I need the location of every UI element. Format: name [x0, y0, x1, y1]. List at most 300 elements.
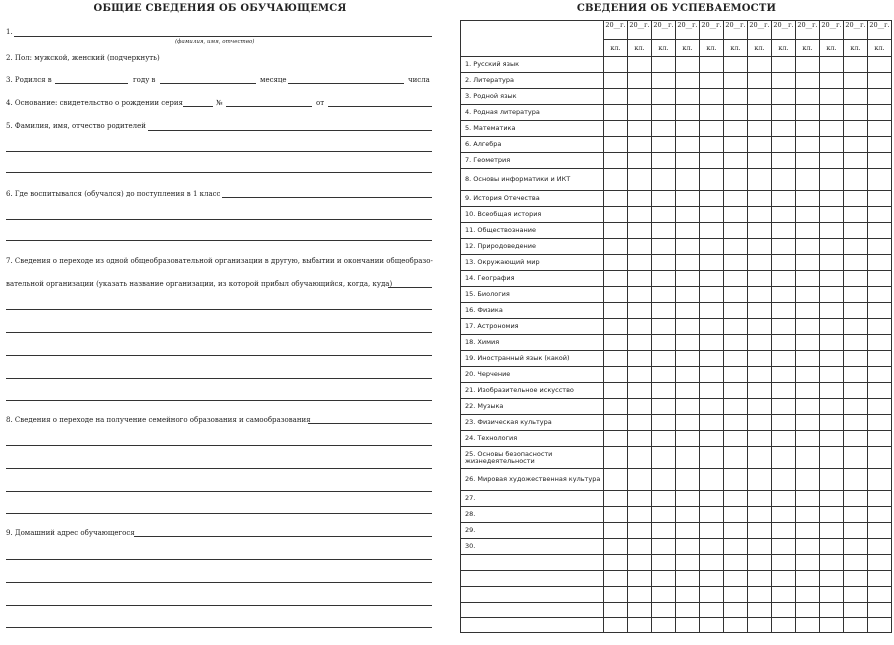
- grade-cell[interactable]: [700, 169, 724, 191]
- grade-cell[interactable]: [748, 335, 772, 351]
- class-header-cell[interactable]: кл.: [748, 40, 772, 57]
- grade-cell[interactable]: [772, 239, 796, 255]
- grade-cell[interactable]: [796, 367, 820, 383]
- grade-cell[interactable]: [820, 223, 844, 239]
- grade-cell[interactable]: [772, 287, 796, 303]
- grade-cell[interactable]: [724, 351, 748, 367]
- grade-cell[interactable]: [700, 73, 724, 89]
- grade-cell[interactable]: [772, 539, 796, 555]
- grade-cell[interactable]: [604, 207, 628, 223]
- grade-cell[interactable]: [796, 539, 820, 555]
- grade-cell[interactable]: [724, 239, 748, 255]
- grade-cell[interactable]: [844, 287, 868, 303]
- grade-cell[interactable]: [796, 271, 820, 287]
- grade-cell[interactable]: [772, 603, 796, 618]
- grade-cell[interactable]: [676, 431, 700, 447]
- grade-cell[interactable]: [652, 571, 676, 587]
- grade-cell[interactable]: [868, 105, 892, 121]
- grade-cell[interactable]: [820, 89, 844, 105]
- year-header-cell[interactable]: 20__г.: [724, 21, 748, 40]
- grade-cell[interactable]: [628, 105, 652, 121]
- grade-cell[interactable]: [868, 255, 892, 271]
- parents-line-3[interactable]: [6, 172, 432, 173]
- grade-cell[interactable]: [652, 603, 676, 618]
- grade-cell[interactable]: [796, 223, 820, 239]
- grade-cell[interactable]: [724, 523, 748, 539]
- grade-cell[interactable]: [700, 491, 724, 507]
- grade-cell[interactable]: [820, 137, 844, 153]
- grade-cell[interactable]: [868, 367, 892, 383]
- grade-cell[interactable]: [844, 105, 868, 121]
- family-education-line-3[interactable]: [6, 468, 432, 469]
- grade-cell[interactable]: [628, 319, 652, 335]
- year-header-cell[interactable]: 20__г.: [652, 21, 676, 40]
- grade-cell[interactable]: [844, 271, 868, 287]
- grade-cell[interactable]: [844, 89, 868, 105]
- grade-cell[interactable]: [748, 223, 772, 239]
- grade-cell[interactable]: [604, 271, 628, 287]
- grade-cell[interactable]: [868, 523, 892, 539]
- birth-month-line[interactable]: [160, 83, 256, 84]
- grade-cell[interactable]: [772, 555, 796, 571]
- grade-cell[interactable]: [868, 121, 892, 137]
- grade-cell[interactable]: [748, 383, 772, 399]
- grade-cell[interactable]: [844, 399, 868, 415]
- grade-cell[interactable]: [868, 539, 892, 555]
- grade-cell[interactable]: [652, 121, 676, 137]
- grade-cell[interactable]: [772, 447, 796, 469]
- grade-cell[interactable]: [748, 169, 772, 191]
- grade-cell[interactable]: [628, 89, 652, 105]
- grade-cell[interactable]: [724, 367, 748, 383]
- grade-cell[interactable]: [748, 351, 772, 367]
- grade-cell[interactable]: [868, 603, 892, 618]
- grade-cell[interactable]: [628, 555, 652, 571]
- grade-cell[interactable]: [772, 587, 796, 603]
- grade-cell[interactable]: [844, 351, 868, 367]
- year-header-cell[interactable]: 20__г.: [676, 21, 700, 40]
- grade-cell[interactable]: [820, 587, 844, 603]
- grade-cell[interactable]: [676, 255, 700, 271]
- grade-cell[interactable]: [844, 618, 868, 633]
- grade-cell[interactable]: [604, 523, 628, 539]
- certificate-number-line[interactable]: [226, 106, 312, 107]
- grade-cell[interactable]: [796, 469, 820, 491]
- grade-cell[interactable]: [652, 587, 676, 603]
- grade-cell[interactable]: [628, 255, 652, 271]
- grade-cell[interactable]: [772, 271, 796, 287]
- grade-cell[interactable]: [820, 447, 844, 469]
- grade-cell[interactable]: [628, 415, 652, 431]
- grade-cell[interactable]: [844, 153, 868, 169]
- grade-cell[interactable]: [724, 121, 748, 137]
- grade-cell[interactable]: [820, 469, 844, 491]
- grade-cell[interactable]: [748, 271, 772, 287]
- grade-cell[interactable]: [724, 469, 748, 491]
- grade-cell[interactable]: [748, 415, 772, 431]
- grade-cell[interactable]: [796, 587, 820, 603]
- grade-cell[interactable]: [820, 431, 844, 447]
- grade-cell[interactable]: [628, 73, 652, 89]
- grade-cell[interactable]: [604, 73, 628, 89]
- grade-cell[interactable]: [868, 319, 892, 335]
- grade-cell[interactable]: [676, 153, 700, 169]
- grade-cell[interactable]: [700, 587, 724, 603]
- class-header-cell[interactable]: кл.: [868, 40, 892, 57]
- grade-cell[interactable]: [652, 523, 676, 539]
- grade-cell[interactable]: [676, 587, 700, 603]
- parents-line-2[interactable]: [6, 151, 432, 152]
- grade-cell[interactable]: [820, 539, 844, 555]
- grade-cell[interactable]: [628, 491, 652, 507]
- grade-cell[interactable]: [676, 539, 700, 555]
- grade-cell[interactable]: [604, 121, 628, 137]
- grade-cell[interactable]: [868, 335, 892, 351]
- grade-cell[interactable]: [628, 367, 652, 383]
- grade-cell[interactable]: [676, 169, 700, 191]
- grade-cell[interactable]: [844, 57, 868, 73]
- grade-cell[interactable]: [772, 431, 796, 447]
- grade-cell[interactable]: [724, 169, 748, 191]
- grade-cell[interactable]: [724, 507, 748, 523]
- grade-cell[interactable]: [868, 431, 892, 447]
- grade-cell[interactable]: [820, 491, 844, 507]
- grade-cell[interactable]: [748, 239, 772, 255]
- grade-cell[interactable]: [820, 57, 844, 73]
- grade-cell[interactable]: [724, 415, 748, 431]
- grade-cell[interactable]: [652, 447, 676, 469]
- grade-cell[interactable]: [820, 367, 844, 383]
- class-header-cell[interactable]: кл.: [628, 40, 652, 57]
- grade-cell[interactable]: [724, 153, 748, 169]
- grade-cell[interactable]: [628, 223, 652, 239]
- grade-cell[interactable]: [604, 367, 628, 383]
- grade-cell[interactable]: [628, 383, 652, 399]
- grade-cell[interactable]: [724, 255, 748, 271]
- grade-cell[interactable]: [796, 89, 820, 105]
- grade-cell[interactable]: [652, 169, 676, 191]
- class-header-cell[interactable]: кл.: [796, 40, 820, 57]
- grade-cell[interactable]: [724, 191, 748, 207]
- grade-cell[interactable]: [844, 507, 868, 523]
- class-header-cell[interactable]: кл.: [820, 40, 844, 57]
- grade-cell[interactable]: [748, 367, 772, 383]
- grade-cell[interactable]: [748, 319, 772, 335]
- grade-cell[interactable]: [796, 191, 820, 207]
- grade-cell[interactable]: [772, 73, 796, 89]
- grade-cell[interactable]: [676, 191, 700, 207]
- grade-cell[interactable]: [604, 603, 628, 618]
- grade-cell[interactable]: [652, 303, 676, 319]
- grade-cell[interactable]: [700, 415, 724, 431]
- grade-cell[interactable]: [652, 335, 676, 351]
- grade-cell[interactable]: [652, 507, 676, 523]
- grade-cell[interactable]: [724, 319, 748, 335]
- grade-cell[interactable]: [628, 207, 652, 223]
- grade-cell[interactable]: [772, 191, 796, 207]
- grade-cell[interactable]: [628, 431, 652, 447]
- grade-cell[interactable]: [724, 223, 748, 239]
- address-line-2[interactable]: [6, 559, 432, 560]
- grade-cell[interactable]: [796, 507, 820, 523]
- grade-cell[interactable]: [676, 447, 700, 469]
- grade-cell[interactable]: [796, 618, 820, 633]
- grade-cell[interactable]: [604, 287, 628, 303]
- grade-cell[interactable]: [604, 399, 628, 415]
- family-education-line-2[interactable]: [6, 445, 432, 446]
- grade-cell[interactable]: [652, 539, 676, 555]
- grade-cell[interactable]: [820, 121, 844, 137]
- grade-cell[interactable]: [700, 383, 724, 399]
- grade-cell[interactable]: [628, 447, 652, 469]
- grade-cell[interactable]: [868, 491, 892, 507]
- grade-cell[interactable]: [844, 447, 868, 469]
- grade-cell[interactable]: [628, 287, 652, 303]
- grade-cell[interactable]: [868, 507, 892, 523]
- grade-cell[interactable]: [868, 555, 892, 571]
- grade-cell[interactable]: [724, 303, 748, 319]
- grade-cell[interactable]: [844, 571, 868, 587]
- grade-cell[interactable]: [652, 105, 676, 121]
- grade-cell[interactable]: [796, 57, 820, 73]
- transfer-line-2[interactable]: [6, 309, 432, 310]
- grade-cell[interactable]: [676, 603, 700, 618]
- grade-cell[interactable]: [868, 169, 892, 191]
- family-education-line-4[interactable]: [6, 491, 432, 492]
- grade-cell[interactable]: [676, 137, 700, 153]
- grade-cell[interactable]: [700, 469, 724, 491]
- grade-cell[interactable]: [676, 239, 700, 255]
- grade-cell[interactable]: [700, 239, 724, 255]
- grade-cell[interactable]: [844, 415, 868, 431]
- grade-cell[interactable]: [700, 271, 724, 287]
- grade-cell[interactable]: [604, 469, 628, 491]
- grade-cell[interactable]: [628, 351, 652, 367]
- parents-line-1[interactable]: [148, 130, 432, 131]
- grade-cell[interactable]: [628, 169, 652, 191]
- grade-cell[interactable]: [700, 447, 724, 469]
- grade-cell[interactable]: [724, 73, 748, 89]
- grade-cell[interactable]: [748, 399, 772, 415]
- grade-cell[interactable]: [676, 351, 700, 367]
- grade-cell[interactable]: [604, 303, 628, 319]
- grade-cell[interactable]: [820, 169, 844, 191]
- grade-cell[interactable]: [652, 319, 676, 335]
- grade-cell[interactable]: [796, 153, 820, 169]
- grade-cell[interactable]: [820, 207, 844, 223]
- grade-cell[interactable]: [676, 383, 700, 399]
- year-header-cell[interactable]: 20__г.: [796, 21, 820, 40]
- transfer-line-3[interactable]: [6, 332, 432, 333]
- grade-cell[interactable]: [796, 383, 820, 399]
- grade-cell[interactable]: [796, 255, 820, 271]
- grade-cell[interactable]: [844, 539, 868, 555]
- address-line-3[interactable]: [6, 582, 432, 583]
- grade-cell[interactable]: [796, 319, 820, 335]
- grade-cell[interactable]: [748, 469, 772, 491]
- grade-cell[interactable]: [652, 207, 676, 223]
- grade-cell[interactable]: [820, 271, 844, 287]
- grade-cell[interactable]: [604, 153, 628, 169]
- grade-cell[interactable]: [724, 491, 748, 507]
- grade-cell[interactable]: [868, 223, 892, 239]
- grade-cell[interactable]: [676, 57, 700, 73]
- grade-cell[interactable]: [844, 121, 868, 137]
- grade-cell[interactable]: [820, 415, 844, 431]
- grade-cell[interactable]: [652, 57, 676, 73]
- grade-cell[interactable]: [748, 121, 772, 137]
- grade-cell[interactable]: [820, 255, 844, 271]
- grade-cell[interactable]: [772, 153, 796, 169]
- grade-cell[interactable]: [772, 335, 796, 351]
- grade-cell[interactable]: [868, 618, 892, 633]
- grade-cell[interactable]: [700, 287, 724, 303]
- grade-cell[interactable]: [748, 89, 772, 105]
- grade-cell[interactable]: [844, 491, 868, 507]
- grade-cell[interactable]: [844, 73, 868, 89]
- grade-cell[interactable]: [772, 491, 796, 507]
- grade-cell[interactable]: [652, 73, 676, 89]
- grade-cell[interactable]: [604, 431, 628, 447]
- grade-cell[interactable]: [772, 319, 796, 335]
- grade-cell[interactable]: [868, 351, 892, 367]
- grade-cell[interactable]: [796, 555, 820, 571]
- grade-cell[interactable]: [868, 469, 892, 491]
- grade-cell[interactable]: [604, 255, 628, 271]
- grade-cell[interactable]: [868, 271, 892, 287]
- grade-cell[interactable]: [676, 507, 700, 523]
- address-line-1[interactable]: [134, 536, 432, 537]
- grade-cell[interactable]: [844, 367, 868, 383]
- grade-cell[interactable]: [748, 603, 772, 618]
- grade-cell[interactable]: [844, 587, 868, 603]
- address-line-4[interactable]: [6, 605, 432, 606]
- grade-cell[interactable]: [604, 223, 628, 239]
- grade-cell[interactable]: [676, 491, 700, 507]
- grade-cell[interactable]: [700, 137, 724, 153]
- grade-cell[interactable]: [604, 491, 628, 507]
- preschool-line-2[interactable]: [6, 219, 432, 220]
- grade-cell[interactable]: [724, 447, 748, 469]
- grade-cell[interactable]: [700, 539, 724, 555]
- grade-cell[interactable]: [868, 587, 892, 603]
- family-education-line-5[interactable]: [6, 513, 432, 514]
- grade-cell[interactable]: [700, 57, 724, 73]
- grade-cell[interactable]: [700, 555, 724, 571]
- grade-cell[interactable]: [700, 571, 724, 587]
- grade-cell[interactable]: [772, 469, 796, 491]
- grade-cell[interactable]: [652, 367, 676, 383]
- grade-cell[interactable]: [820, 603, 844, 618]
- grade-cell[interactable]: [772, 367, 796, 383]
- grade-cell[interactable]: [604, 555, 628, 571]
- grade-cell[interactable]: [748, 491, 772, 507]
- grade-cell[interactable]: [868, 137, 892, 153]
- grade-cell[interactable]: [844, 555, 868, 571]
- grade-cell[interactable]: [868, 287, 892, 303]
- grade-cell[interactable]: [724, 399, 748, 415]
- grade-cell[interactable]: [700, 89, 724, 105]
- class-header-cell[interactable]: кл.: [604, 40, 628, 57]
- grade-cell[interactable]: [748, 507, 772, 523]
- grade-cell[interactable]: [844, 169, 868, 191]
- grade-cell[interactable]: [868, 239, 892, 255]
- grade-cell[interactable]: [796, 287, 820, 303]
- grade-cell[interactable]: [748, 105, 772, 121]
- grade-cell[interactable]: [772, 303, 796, 319]
- grade-cell[interactable]: [868, 191, 892, 207]
- grade-cell[interactable]: [700, 105, 724, 121]
- class-header-cell[interactable]: кл.: [772, 40, 796, 57]
- grade-cell[interactable]: [724, 207, 748, 223]
- grade-cell[interactable]: [724, 335, 748, 351]
- grade-cell[interactable]: [796, 105, 820, 121]
- grade-cell[interactable]: [772, 89, 796, 105]
- year-header-cell[interactable]: 20__г.: [700, 21, 724, 40]
- grade-cell[interactable]: [652, 618, 676, 633]
- grade-cell[interactable]: [868, 207, 892, 223]
- grade-cell[interactable]: [652, 137, 676, 153]
- grade-cell[interactable]: [676, 618, 700, 633]
- grade-cell[interactable]: [676, 105, 700, 121]
- year-header-cell[interactable]: 20__г.: [628, 21, 652, 40]
- grade-cell[interactable]: [628, 303, 652, 319]
- grade-cell[interactable]: [820, 555, 844, 571]
- grade-cell[interactable]: [652, 415, 676, 431]
- class-header-cell[interactable]: кл.: [652, 40, 676, 57]
- grade-cell[interactable]: [772, 169, 796, 191]
- grade-cell[interactable]: [748, 73, 772, 89]
- year-header-cell[interactable]: 20__г.: [772, 21, 796, 40]
- grade-cell[interactable]: [748, 523, 772, 539]
- grade-cell[interactable]: [844, 523, 868, 539]
- grade-cell[interactable]: [676, 319, 700, 335]
- transfer-line-5[interactable]: [6, 378, 432, 379]
- grade-cell[interactable]: [844, 137, 868, 153]
- grade-cell[interactable]: [604, 447, 628, 469]
- grade-cell[interactable]: [772, 507, 796, 523]
- grade-cell[interactable]: [652, 89, 676, 105]
- grade-cell[interactable]: [652, 153, 676, 169]
- birth-day-line[interactable]: [288, 83, 404, 84]
- grade-cell[interactable]: [604, 587, 628, 603]
- grade-cell[interactable]: [676, 271, 700, 287]
- grade-cell[interactable]: [724, 271, 748, 287]
- grade-cell[interactable]: [604, 169, 628, 191]
- grade-cell[interactable]: [604, 351, 628, 367]
- grade-cell[interactable]: [652, 383, 676, 399]
- grade-cell[interactable]: [820, 319, 844, 335]
- grade-cell[interactable]: [844, 383, 868, 399]
- grade-cell[interactable]: [772, 57, 796, 73]
- grade-cell[interactable]: [676, 399, 700, 415]
- grade-cell[interactable]: [820, 523, 844, 539]
- grade-cell[interactable]: [844, 207, 868, 223]
- grade-cell[interactable]: [772, 121, 796, 137]
- preschool-line-1[interactable]: [222, 197, 432, 198]
- grade-cell[interactable]: [700, 367, 724, 383]
- grade-cell[interactable]: [628, 153, 652, 169]
- grade-cell[interactable]: [748, 571, 772, 587]
- grade-cell[interactable]: [868, 399, 892, 415]
- grade-cell[interactable]: [652, 255, 676, 271]
- grade-cell[interactable]: [748, 191, 772, 207]
- grade-cell[interactable]: [652, 469, 676, 491]
- grade-cell[interactable]: [652, 399, 676, 415]
- grade-cell[interactable]: [700, 399, 724, 415]
- grade-cell[interactable]: [820, 507, 844, 523]
- grade-cell[interactable]: [700, 335, 724, 351]
